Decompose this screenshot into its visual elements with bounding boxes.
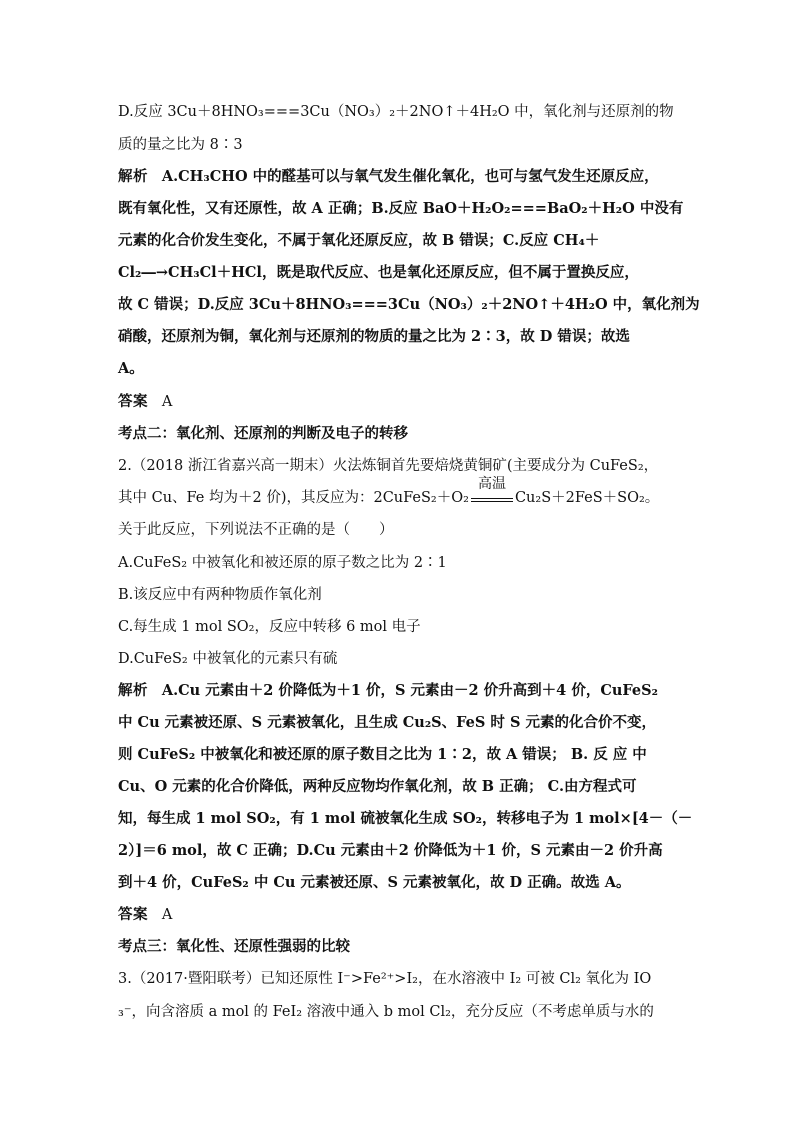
q2-option-c: C.每生成 1 mol SO₂，反应中转移 6 mol 电子 — [118, 619, 421, 635]
reaction-condition: 高温 — [477, 476, 506, 492]
q2-analysis-line5: 知，每生成 1 mol SO₂，有 1 mol 硫被氧化生成 SO₂，转移电子为 1 mol×[4－（－ — [118, 810, 693, 827]
q1-analysis-line4: Cl₂―→CH₃Cl＋HCl，既是取代反应、也是氧化还原反应，但不属于置换反应， — [118, 264, 639, 281]
analysis-label: 解析 — [118, 168, 148, 185]
answer-value: A — [161, 907, 173, 923]
answer-label: 答案 — [118, 906, 148, 923]
q2-option-b: B.该反应中有两种物质作氧化剂 — [118, 587, 322, 603]
q1-analysis-line1 — [118, 167, 659, 187]
q2-option-a: A.CuFeS₂ 中被氧化和被还原的原子数之比为 2∶1 — [118, 555, 447, 571]
q1-answer — [118, 392, 172, 412]
q3-stem-line2: ₃⁻，向含溶质 a mol 的 FeI₂ 溶液中通入 b mol Cl₂，充分反应（不考虑单质与水的 — [118, 1004, 654, 1020]
q1-option-d-line1: D.反应 3Cu＋8HNO₃===3Cu（NO₃）₂＋2NO↑＋4H₂O 中，氧化剂与还原剂的物 — [118, 104, 674, 120]
q2-analysis-line2: 中 Cu 元素被还原、S 元素被氧化，且生成 Cu₂S、FeS 时 S 元素的化合价不变， — [118, 714, 656, 731]
q3-stem-line1: 3.（2017·暨阳联考）已知还原性 I⁻>Fe²⁺>I₂，在水溶液中 I₂ 可被 Cl₂ 氧化为 IO — [118, 971, 652, 987]
answer-value: A — [161, 394, 173, 410]
q2-analysis-line1 — [118, 681, 658, 701]
section-2-heading: 考点二：氧化剂、还原剂的判断及电子的转移 — [118, 425, 408, 442]
section-3-heading: 考点三：氧化性、还原性强弱的比较 — [118, 938, 350, 955]
answer-label: 答案 — [118, 393, 148, 410]
q2-equation-right: Cu₂S＋2FeS＋SO₂。 — [514, 490, 660, 506]
q2-stem-line1: 2.（2018 浙江省嘉兴高一期末）火法炼铜首先要焙烧黄铜矿(主要成分为 CuFeS₂， — [118, 458, 659, 474]
q2-analysis-line7: 到＋4 价，CuFeS₂ 中 Cu 元素被还原、S 元素被氧化，故 D 正确。故选 A。 — [118, 874, 631, 891]
q1-analysis-line5: 故 C 错误；D.反应 3Cu＋8HNO₃===3Cu（NO₃）₂＋2NO↑＋4H₂O 中，氧化剂为 — [118, 296, 700, 313]
q2-analysis-line4: Cu、O 元素的化合价降低，两种反应物均作氧化剂，故 B 正确； C.由方程式可 — [118, 778, 637, 795]
q2-stem-line2 — [118, 476, 660, 508]
q2-analysis-line6: 2）]＝6 mol，故 C 正确；D.Cu 元素由＋2 价降低为＋1 价，S 元素由－2 价升高 — [118, 842, 663, 859]
q2-option-d: D.CuFeS₂ 中被氧化的元素只有硫 — [118, 651, 338, 667]
analysis-text: A.CH₃CHO 中的醛基可以与氧气发生催化氧化，也可与氢气发生还原反应， — [161, 168, 659, 185]
analysis-text: A.Cu 元素由＋2 价降低为＋1 价，S 元素由－2 价升高到＋4 价，CuFeS₂ — [161, 682, 658, 699]
q1-option-d-line2: 质的量之比为 8∶3 — [118, 137, 243, 153]
q2-answer — [118, 905, 172, 925]
analysis-label: 解析 — [118, 682, 148, 699]
q2-stem-line3: 关于此反应，下列说法不正确的是（ ） — [118, 522, 394, 538]
q1-analysis-line7: A。 — [118, 360, 144, 377]
q1-analysis-line6: 硝酸，还原剂为铜，氧化剂与还原剂的物质的量之比为 2∶3，故 D 错误；故选 — [118, 328, 630, 345]
q1-analysis-line3: 元素的化合价发生变化，不属于氧化还原反应，故 B 错误；C.反应 CH₄＋ — [118, 232, 600, 249]
q2-analysis-line3: 则 CuFeS₂ 中被氧化和被还原的原子数目之比为 1∶2，故 A 错误； B. 反 应 中 — [118, 746, 647, 763]
q1-analysis-line2: 既有氧化性，又有还原性，故 A 正确；B.反应 BaO＋H₂O₂===BaO₂＋H₂O 中没有 — [118, 200, 684, 217]
reaction-condition-arrow — [469, 476, 515, 508]
q2-equation-left: 其中 Cu、Fe 均为＋2 价)，其反应为：2CuFeS₂＋O₂ — [118, 490, 469, 506]
